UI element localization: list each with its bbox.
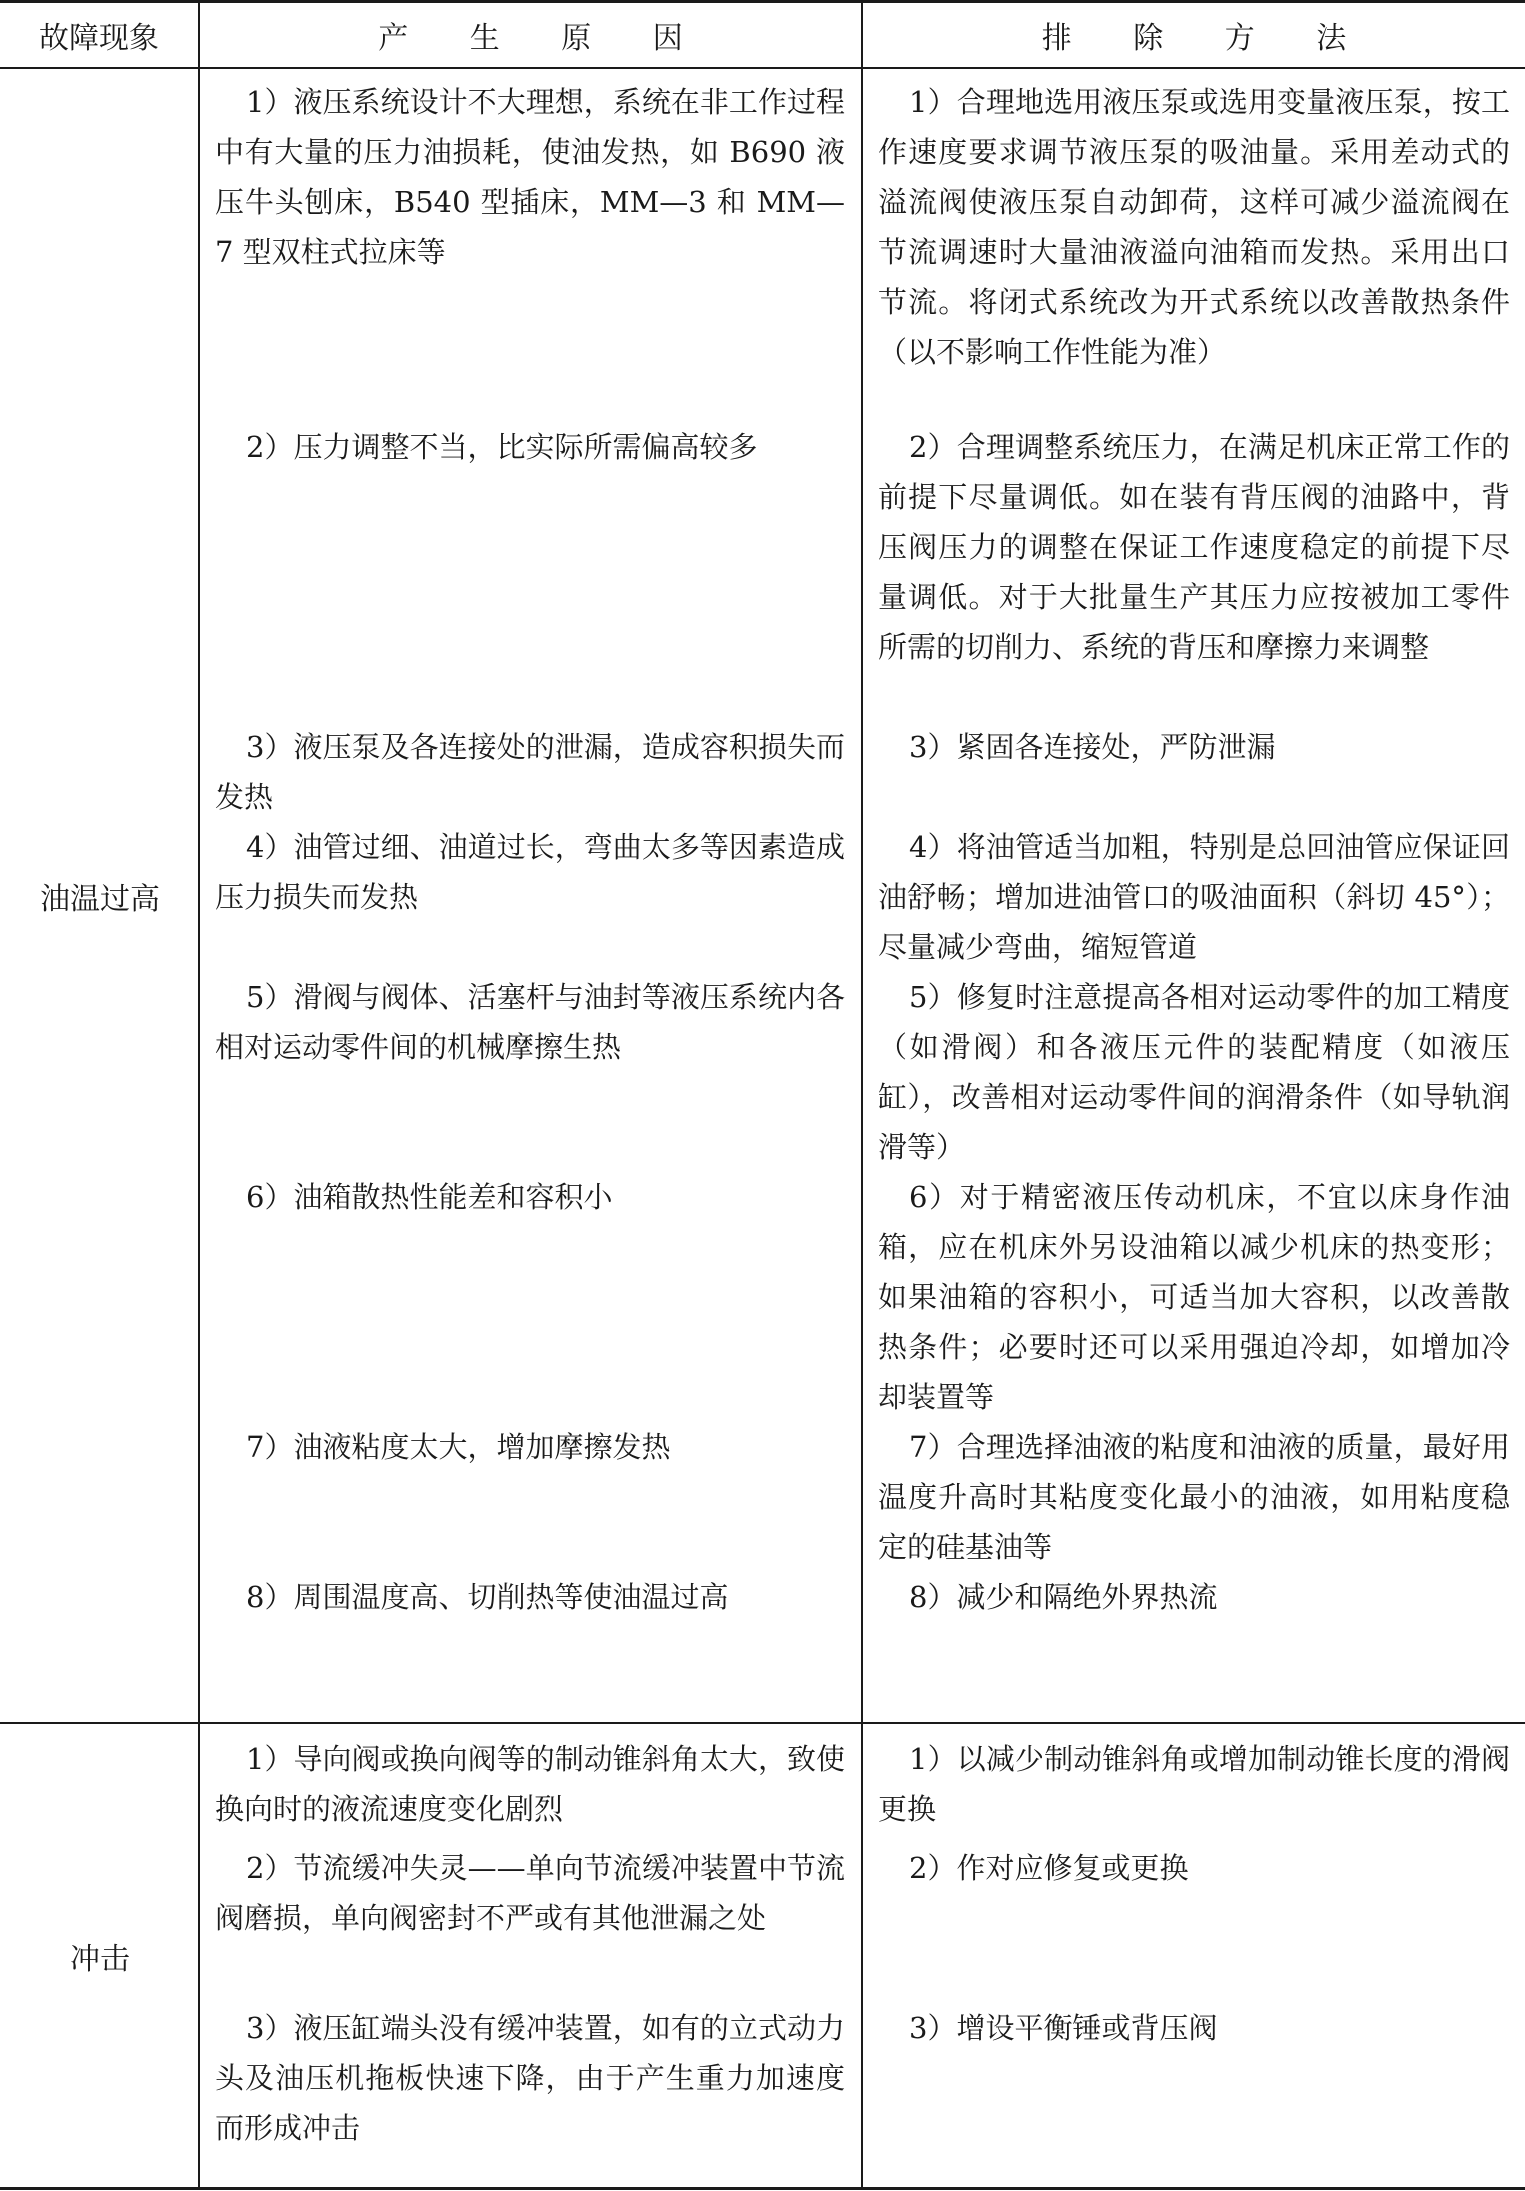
- remedy-item: 1）以减少制动锥斜角或增加制动锥长度的滑阀更换: [878, 1742, 1510, 1826]
- cause-item: 2）节流缓冲失灵——单向节流缓冲装置中节流阀磨损，单向阀密封不严或有其他泄漏之处: [215, 1851, 845, 1935]
- column-divider-1: [198, 0, 200, 2190]
- remedy-item: 1）合理地选用液压泵或选用变量液压泵，按工作速度要求调节液压泵的吸油量。采用差动式的溢流阀使液压泵自动卸荷，这样可减少溢流阀在节流调速时大量油液溢向油箱而发热。采用出口节流。将闭式系统改为开式系统以改善散热条件（以不影响工作性能为准）: [878, 85, 1510, 369]
- column-divider-2: [861, 0, 863, 2190]
- cause-item: 8）周围温度高、切削热等使油温过高: [246, 1580, 729, 1614]
- table-top-rule: [0, 0, 1525, 3]
- cause-item: 7）油液粘度太大，增加摩擦发热: [246, 1430, 671, 1464]
- header-cause: 产 生 原 因: [378, 21, 709, 56]
- phenomenon-impact: 冲击: [70, 1941, 130, 1977]
- table-bottom-rule: [0, 2187, 1525, 2190]
- remedy-item: 3）增设平衡锤或背压阀: [909, 2011, 1218, 2045]
- remedy-item: 6）对于精密液压传动机床，不宜以床身作油箱，应在机床外另设油箱以减少机床的热变形；如果油箱的容积小，可适当加大容积，以改善散热条件；必要时还可以采用强迫冷却，如增加冷却装置等: [878, 1180, 1510, 1414]
- header-remedy: 排 除 方 法: [1041, 21, 1373, 56]
- section-divider-rule: [0, 1722, 1525, 1724]
- phenomenon-oil-temperature: 油温过高: [40, 881, 160, 917]
- cause-item: 3）液压泵及各连接处的泄漏，造成容积损失而发热: [215, 730, 845, 814]
- cause-item: 5）滑阀与阀体、活塞杆与油封等液压系统内各相对运动零件间的机械摩擦生热: [215, 980, 845, 1064]
- remedy-item: 5）修复时注意提高各相对运动零件的加工精度（如滑阀）和各液压元件的装配精度（如液压缸），改善相对运动零件间的润滑条件（如导轨润滑等）: [878, 980, 1510, 1164]
- remedy-item: 8）减少和隔绝外界热流: [909, 1580, 1218, 1614]
- remedy-item: 2）合理调整系统压力，在满足机床正常工作的前提下尽量调低。如在装有背压阀的油路中，背压阀压力的调整在保证工作速度稳定的前提下尽量调低。对于大批量生产其压力应按被加工零件所需的切削力、系统的背压和摩擦力来调整: [878, 430, 1510, 664]
- remedy-item: 3）紧固各连接处，严防泄漏: [909, 730, 1276, 764]
- cause-item: 4）油管过细、油道过长，弯曲太多等因素造成压力损失而发热: [215, 830, 845, 914]
- cause-item: 6）油箱散热性能差和容积小: [246, 1180, 613, 1214]
- cause-item: 1）液压系统设计不大理想，系统在非工作过程中有大量的压力油损耗，使油发热，如 B690 液压牛头刨床，B540 型插床，MM—3 和 MM—7 型双柱式拉床等: [215, 85, 845, 269]
- cause-item: 3）液压缸端头没有缓冲装置，如有的立式动力头及油压机拖板快速下降，由于产生重力加速度而形成冲击: [215, 2011, 845, 2145]
- header-phenomenon: 故障现象: [39, 21, 159, 56]
- cause-item: 1）导向阀或换向阀等的制动锥斜角太大，致使换向时的液流速度变化剧烈: [215, 1742, 845, 1826]
- remedy-item: 7）合理选择油液的粘度和油液的质量，最好用温度升高时其粘度变化最小的油液，如用粘度稳定的硅基油等: [878, 1430, 1510, 1564]
- cause-item: 2）压力调整不当，比实际所需偏高较多: [246, 430, 758, 464]
- remedy-item: 2）作对应修复或更换: [909, 1851, 1189, 1885]
- remedy-item: 4）将油管适当加粗，特别是总回油管应保证回油舒畅；增加进油管口的吸油面积（斜切 45°）；尽量减少弯曲，缩短管道: [878, 830, 1510, 964]
- header-bottom-rule: [0, 67, 1525, 69]
